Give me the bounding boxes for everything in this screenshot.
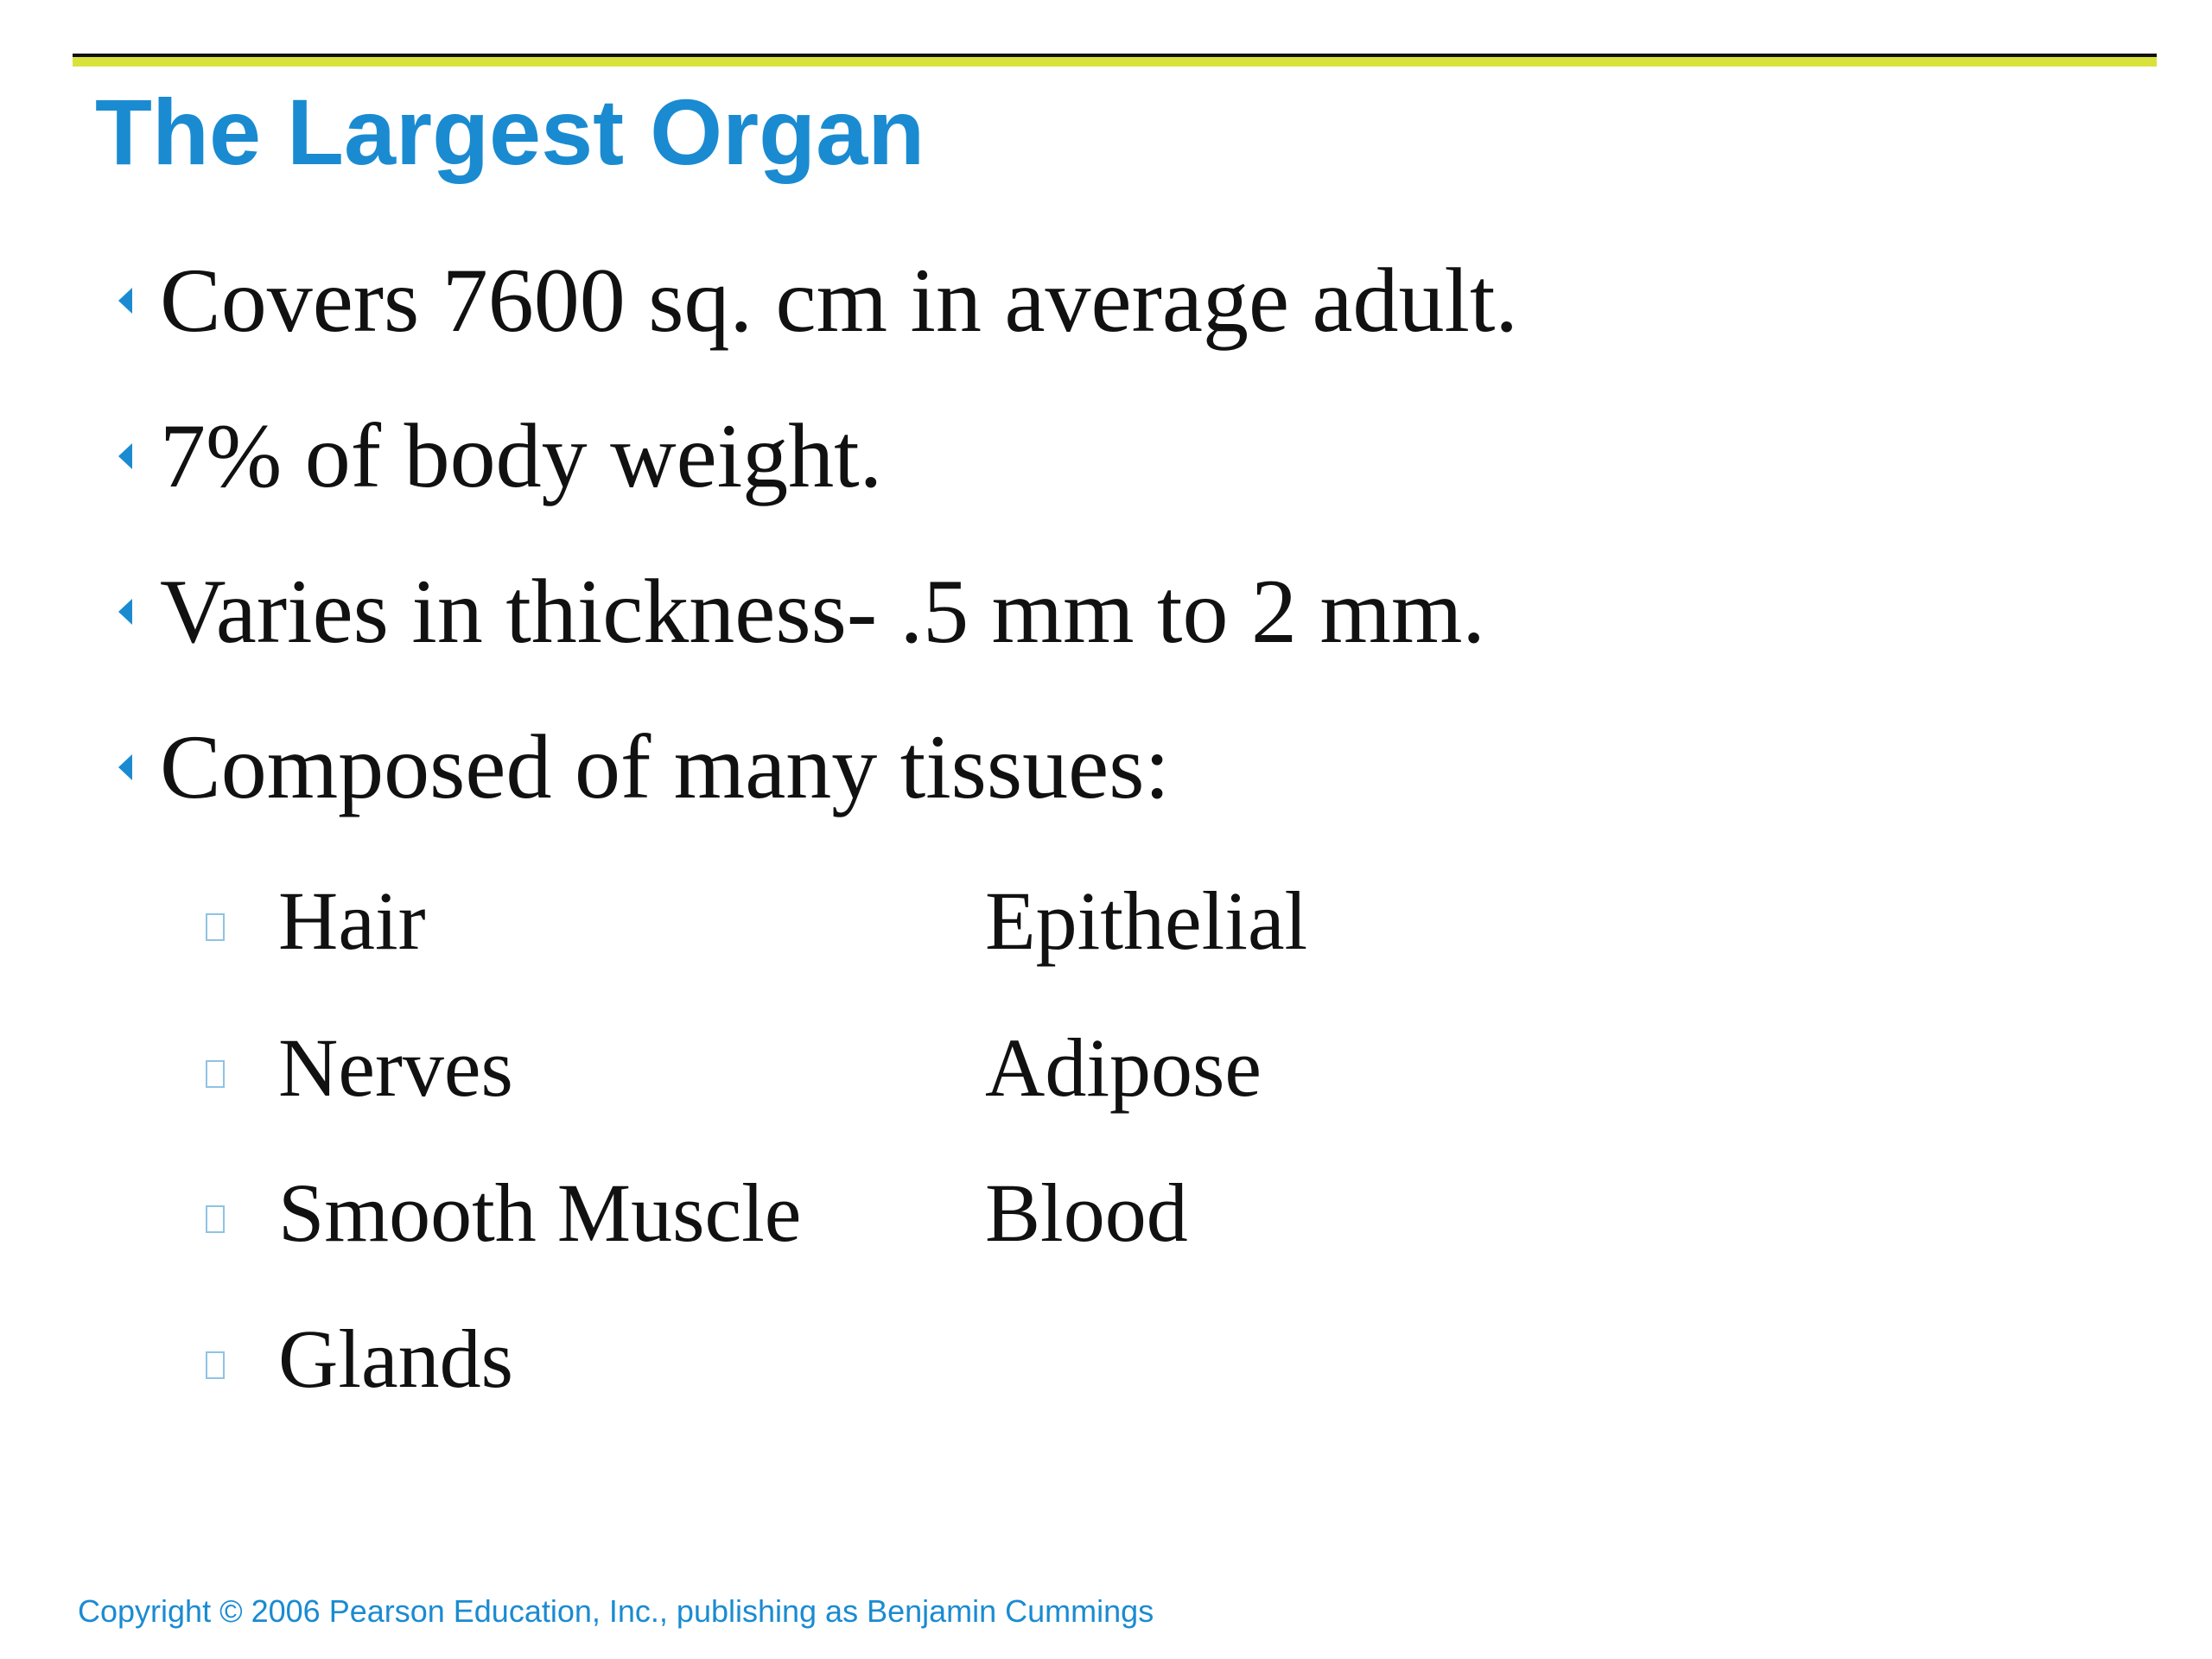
tissue-label: Smooth Muscle <box>278 1166 802 1259</box>
bullet-arrow-icon <box>118 754 132 780</box>
tissue-label: Blood <box>985 1166 1188 1259</box>
tissue-item <box>206 868 426 972</box>
sub-bullet-box-icon <box>206 1060 225 1088</box>
bullet-item <box>108 245 1518 357</box>
bullet-text: Covers 7600 sq. cm in average adult. <box>160 250 1518 351</box>
tissue-label: Hair <box>278 874 426 967</box>
tissue-label: Adipose <box>985 1020 1262 1114</box>
copyright-footer: Copyright © 2006 Pearson Education, Inc., publishing as Benjamin Cummings <box>78 1593 1154 1629</box>
sub-bullet-box-icon <box>206 913 225 941</box>
bullet-arrow-icon <box>118 599 132 625</box>
sub-bullet-box-icon <box>206 1351 225 1379</box>
tissue-item <box>206 1015 513 1119</box>
bullet-arrow-icon <box>118 288 132 314</box>
tissue-label: Glands <box>278 1312 513 1405</box>
tissue-item <box>206 1160 801 1264</box>
tissue-label: Epithelial <box>985 874 1308 967</box>
tissue-label: Nerves <box>278 1020 513 1114</box>
bullet-item <box>108 400 882 512</box>
bullet-text: 7% of body weight. <box>160 405 883 506</box>
bullet-text: Varies in thickness- .5 mm to 2 mm. <box>160 561 1485 662</box>
bullet-item <box>108 711 1170 823</box>
slide-title: The Largest Organ <box>95 79 925 184</box>
header-rule <box>73 54 2157 67</box>
tissue-item <box>206 1306 513 1410</box>
sub-bullet-box-icon <box>206 1205 225 1233</box>
bullet-arrow-icon <box>118 443 132 469</box>
bullet-text: Composed of many tissues: <box>160 716 1170 817</box>
bullet-item <box>108 556 1485 668</box>
